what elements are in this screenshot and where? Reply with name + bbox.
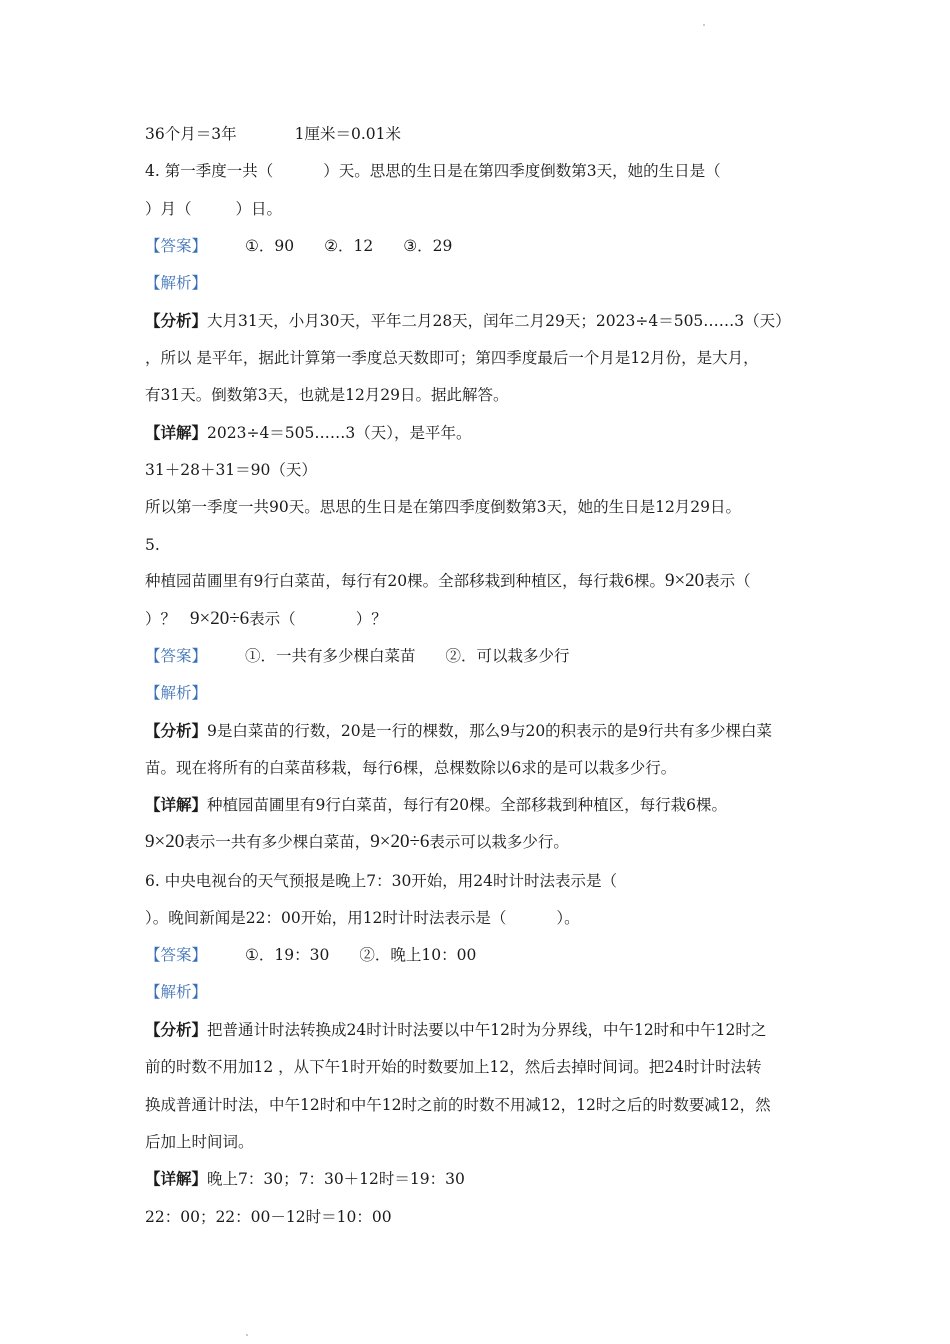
q6-xiangjie-line-1: 【详解】晚上7：30；7：30＋12时＝19：30 xyxy=(145,1169,465,1188)
q6-fenxi-line-3: 换成普通计时法，中午12时和中午12时之前的时数不用减12，12时之后的时数要减12，然 xyxy=(145,1096,771,1114)
answer-tag: 【答案】 xyxy=(145,237,208,255)
q6-xiangjie-line-2: 22：00；22：00－12时＝10：00 xyxy=(145,1208,392,1226)
q5-number: 5. xyxy=(145,536,160,554)
q6-question-line-2: ）。晚间新闻是22：00开始，用12时计时法表示是（ ）。 xyxy=(145,909,580,927)
conversion-months: 36个月＝3年 xyxy=(145,125,237,143)
q4-question-line-1: 4. 第一季度一共（ ）天。思思的生日是在第四季度倒数第3天，她的生日是（ xyxy=(145,162,721,180)
q6-fenxi-line-2: 前的时数不用加12 ，从下午1时开始的时数要加上12，然后去掉时间词。把24时计时法转 xyxy=(145,1058,762,1076)
xiangjie-tag: 【详解】 xyxy=(145,795,208,814)
q4-fenxi-line-3: 有31天。倒数第3天，也就是12月29日。据此解答。 xyxy=(145,386,509,404)
q5-answer: 【答案】 ①．一共有多少棵白菜苗 ②．可以栽多少行 xyxy=(145,647,570,665)
q6-fenxi-line-1: 【分析】把普通计时法转换成24时计时法要以中午12时为分界线，中午12时和中午12时之 xyxy=(145,1020,767,1039)
conversion-cm: 1厘米＝0.01米 xyxy=(294,125,401,143)
analysis-tag: 【解析】 xyxy=(145,684,208,702)
q5-xiangjie-line-1: 【详解】种植园苗圃里有9行白菜苗，每行有20棵。全部移栽到种植区，每行栽6棵。 xyxy=(145,795,727,814)
q6-fenxi-line-4: 后加上时间词。 xyxy=(145,1133,254,1151)
q6-answer: 【答案】 ①．19：30 ②．晚上10：00 xyxy=(145,946,477,964)
q5-fenxi-line-2: 苗。现在将所有的白菜苗移栽，每行6棵，总棵数除以6求的是可以栽多少行。 xyxy=(145,759,677,777)
q4-fenxi-line-1: 【分析】大月31天，小月30天，平年二月28天，闰年二月29天；2023÷4＝505……3（天） xyxy=(145,311,791,330)
q5-question-line-2: ）？ 9×20÷6表示（ ）？ xyxy=(145,608,387,629)
q4-xiangjie-line-1: 【详解】2023÷4＝505……3（天），是平年。 xyxy=(145,423,472,442)
analysis-tag: 【解析】 xyxy=(145,983,208,1001)
math-expression: 9×20 xyxy=(664,570,705,591)
q5-fenxi-line-1: 【分析】9是白菜苗的行数，20是一行的棵数，那么9与20的积表示的是9行共有多少棵白菜 xyxy=(145,721,773,740)
q6-jiexi xyxy=(145,982,207,1002)
math-expression: 9×20÷6 xyxy=(190,608,250,629)
math-expression: 9×20 xyxy=(145,831,185,852)
q4-question-line-2: ）月（ ）日。 xyxy=(145,200,283,218)
q4-conclusion: 所以第一季度一共90天。思思的生日是在第四季度倒数第3天，她的生日是12月29日。 xyxy=(145,498,742,516)
math-expression: 9×20÷6 xyxy=(370,831,430,852)
fenxi-tag: 【分析】 xyxy=(145,721,208,740)
analysis-tag: 【解析】 xyxy=(145,274,208,292)
q4-calc: 31＋28＋31＝90（天） xyxy=(145,461,317,479)
fenxi-tag: 【分析】 xyxy=(145,1020,208,1039)
q4-jiexi xyxy=(145,273,207,293)
q4-fenxi-line-2: ，所以 是平年，据此计算第一季度总天数即可；第四季度最后一个月是12月份，是大月， xyxy=(145,349,759,367)
xiangjie-tag: 【详解】 xyxy=(145,423,208,442)
q5-question-line-1: 种植园苗圃里有9行白菜苗，每行有20棵。全部移栽到种植区，每行栽6棵。9×20表示（ xyxy=(145,570,751,591)
answer-tag: 【答案】 xyxy=(145,647,208,665)
q6-question-line-1: 6. 中央电视台的天气预报是晚上7：30开始，用24时计时法表示是（ xyxy=(145,872,618,890)
scan-dot xyxy=(703,24,705,26)
scan-dot xyxy=(246,1334,248,1336)
xiangjie-tag: 【详解】 xyxy=(145,1169,208,1188)
q5-jiexi xyxy=(145,683,207,703)
fenxi-tag: 【分析】 xyxy=(145,311,208,330)
answer-tag: 【答案】 xyxy=(145,946,208,964)
q4-answer: 【答案】 ①．90 ②．12 ③．29 xyxy=(145,237,453,255)
q5-xiangjie-line-2: 9×20表示一共有多少棵白菜苗，9×20÷6表示可以栽多少行。 xyxy=(145,831,569,852)
q3-answer-line xyxy=(145,124,401,144)
